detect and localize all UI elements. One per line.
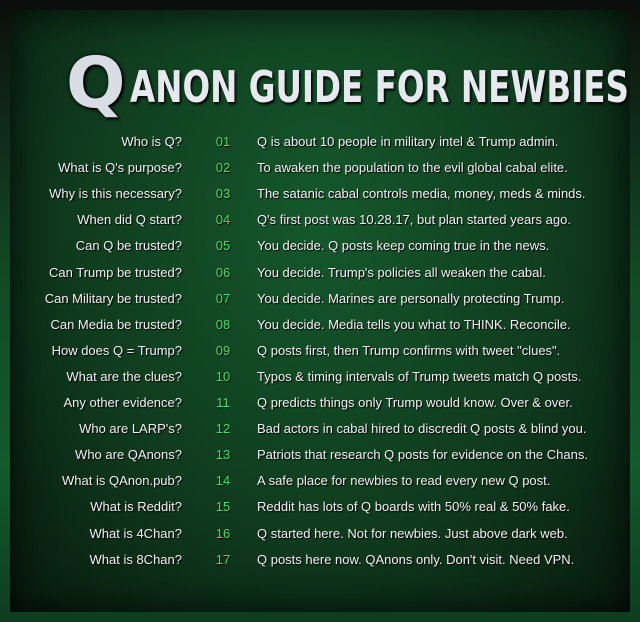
faq-answer: You decide. Q posts keep coming true in the news.: [257, 238, 550, 254]
faq-row: [0, 522, 640, 548]
faq-number: 06: [215, 264, 231, 280]
faq-number: 11: [216, 395, 230, 410]
faq-answer: The satanic cabal controls media, money, meds & minds.: [257, 186, 586, 202]
faq-answer: A safe place for newbies to read every new Q post.: [257, 473, 551, 489]
faq-question: Why is this necessary?: [49, 186, 182, 202]
faq-number: 08: [215, 316, 231, 332]
faq-number: 09: [215, 342, 231, 358]
faq-answer: To awaken the population to the evil global cabal elite.: [257, 160, 568, 176]
faq-row: [0, 365, 640, 391]
faq-question: Can Media be trusted?: [50, 316, 182, 332]
faq-number: 14: [215, 473, 231, 489]
faq-row: [0, 156, 640, 182]
faq-question: Who are LARP's?: [79, 421, 182, 437]
faq-question: Any other evidence?: [63, 395, 182, 410]
faq-row: [0, 234, 640, 260]
faq-row: [0, 208, 640, 234]
faq-row: [0, 261, 640, 287]
faq-question: How does Q = Trump?: [51, 342, 182, 358]
faq-answer: Q predicts things only Trump would know. Over & over.: [257, 395, 573, 410]
faq-answer: Reddit has lots of Q boards with 50% real & 50% fake.: [257, 499, 570, 515]
faq-question: Can Military be trusted?: [44, 290, 182, 306]
faq-number: 03: [215, 186, 231, 202]
faq-number: 05: [215, 238, 231, 254]
faq-row: [0, 130, 640, 156]
faq-number: 16: [215, 525, 231, 541]
faq-row: [0, 495, 640, 521]
faq-row: [0, 417, 640, 443]
poster-title: [66, 42, 640, 124]
faq-number: 17: [215, 551, 231, 567]
faq-number: 10: [215, 368, 231, 384]
faq-row: [0, 182, 640, 208]
faq-question: What is QAnon.pub?: [62, 473, 182, 489]
faq-row: [0, 313, 640, 339]
faq-row: [0, 548, 640, 574]
faq-question: Who are QAnons?: [75, 447, 182, 463]
faq-question: What is 8Chan?: [89, 551, 182, 567]
faq-question: Can Trump be trusted?: [49, 264, 182, 280]
faq-question: What is Q's purpose?: [58, 160, 182, 176]
faq-answer: Patriots that research Q posts for evidence on the Chans.: [257, 447, 588, 463]
faq-number: 04: [215, 212, 231, 228]
faq-number: 02: [215, 160, 231, 176]
faq-question: What is Reddit?: [90, 499, 182, 515]
faq-question: What are the clues?: [66, 368, 182, 384]
faq-question: When did Q start?: [77, 212, 182, 228]
faq-question: Who is Q?: [121, 134, 182, 149]
faq-answer: Q posts first, then Trump confirms with tweet "clues".: [257, 342, 561, 358]
faq-answer: Q's first post was 10.28.17, but plan started years ago.: [257, 212, 571, 228]
faq-answer: Bad actors in cabal hired to discredit Q posts & blind you.: [257, 421, 587, 437]
faq-answer: You decide. Marines are personally protecting Trump.: [257, 290, 565, 306]
q-logo-letter: Q: [66, 42, 124, 124]
faq-answer: You decide. Trump's policies all weaken the cabal.: [257, 264, 546, 280]
faq-row: [0, 339, 640, 365]
faq-answer: Q started here. Not for newbies. Just above dark web.: [257, 525, 568, 541]
faq-number: 07: [215, 290, 231, 306]
faq-row: [0, 287, 640, 313]
faq-answer: Q posts here now. QAnons only. Don't visit. Need VPN.: [257, 551, 575, 567]
faq-number: 13: [215, 447, 231, 463]
title-text: ANON GUIDE FOR NEWBIES: [130, 62, 629, 113]
faq-answer: Typos & timing intervals of Trump tweets match Q posts.: [257, 368, 582, 384]
faq-answer: You decide. Media tells you what to THINK. Reconcile.: [257, 316, 571, 332]
faq-row: [0, 469, 640, 495]
faq-question: Can Q be trusted?: [75, 238, 182, 254]
faq-row: [0, 391, 640, 417]
faq-question: What is 4Chan?: [89, 525, 182, 541]
faq-row: [0, 443, 640, 469]
faq-answer: Q is about 10 people in military intel & Trump admin.: [257, 134, 559, 149]
faq-number: 12: [215, 421, 231, 437]
faq-number: 15: [215, 499, 231, 515]
faq-number: 01: [215, 134, 231, 149]
